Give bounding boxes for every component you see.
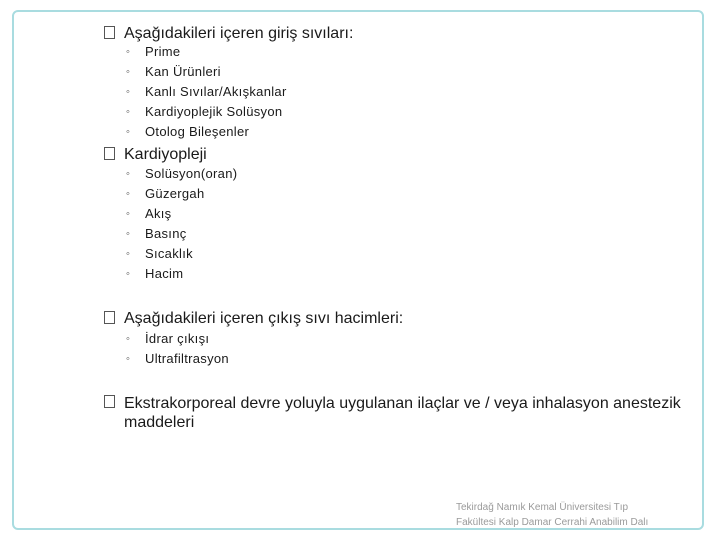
bullet-title: Ekstrakorporeal devre yoluyla uygulanan ilaçlar ve / veya inhalasyon anestezik maddeleri <box>124 395 681 431</box>
circle-bullet-icon: ◦ <box>126 126 131 138</box>
footer-line-2: Fakültesi Kalp Damar Cerrahi Anabilim Dalı <box>456 517 649 528</box>
circle-bullet-icon: ◦ <box>126 46 131 58</box>
bullet-title: Aşağıdakileri içeren giriş sıvıları: <box>124 25 354 42</box>
slide-content: Aşağıdakileri içeren giriş sıvıları: ◦ Prime ◦ Kan Ürünleri ◦ Kanlı Sıvılar/Akışkanlar ◦ Kardiyoplejik Solüsyon ◦ Otolog Bileşenler Kardiyopleji ◦ Solüsyon(oran) ◦ Güzergah ◦ Akış ◦ Basınç ◦ Sıcaklık ◦ Hacim Aşağıdakileri içeren çıkış sıvı hacimleri: ◦ İdrar çıkışı ◦ Ultrafiltrasyon Ekstrakorporeal devre yoluyla uygulanan ilaçlar ve / veya inhalasyon anestezik maddeleri Tekirdağ Namık Kemal Üniversitesi Tıp Fakültesi Kalp Damar Cerrahi Anabilim Dalı <box>0 0 720 540</box>
bullet-title: Kardiyopleji <box>124 146 207 163</box>
checkbox-bullet-icon <box>104 26 115 39</box>
circle-bullet-icon: ◦ <box>126 86 131 98</box>
footer-line-1: Tekirdağ Namık Kemal Üniversitesi Tıp <box>456 502 629 513</box>
circle-bullet-icon: ◦ <box>126 228 131 240</box>
checkbox-bullet-icon <box>104 311 115 324</box>
circle-bullet-icon: ◦ <box>126 268 131 280</box>
circle-bullet-icon: ◦ <box>126 106 131 118</box>
checkbox-bullet-icon <box>104 147 115 160</box>
circle-bullet-icon: ◦ <box>126 188 131 200</box>
circle-bullet-icon: ◦ <box>126 168 131 180</box>
footer-institution <box>456 500 648 530</box>
circle-bullet-icon: ◦ <box>126 248 131 260</box>
circle-bullet-icon: ◦ <box>126 353 131 365</box>
checkbox-bullet-icon <box>104 395 115 408</box>
bullet-title: Aşağıdakileri içeren çıkış sıvı hacimleri: <box>124 310 404 327</box>
circle-bullet-icon: ◦ <box>126 208 131 220</box>
circle-bullet-icon: ◦ <box>126 333 131 345</box>
circle-bullet-icon: ◦ <box>126 66 131 78</box>
